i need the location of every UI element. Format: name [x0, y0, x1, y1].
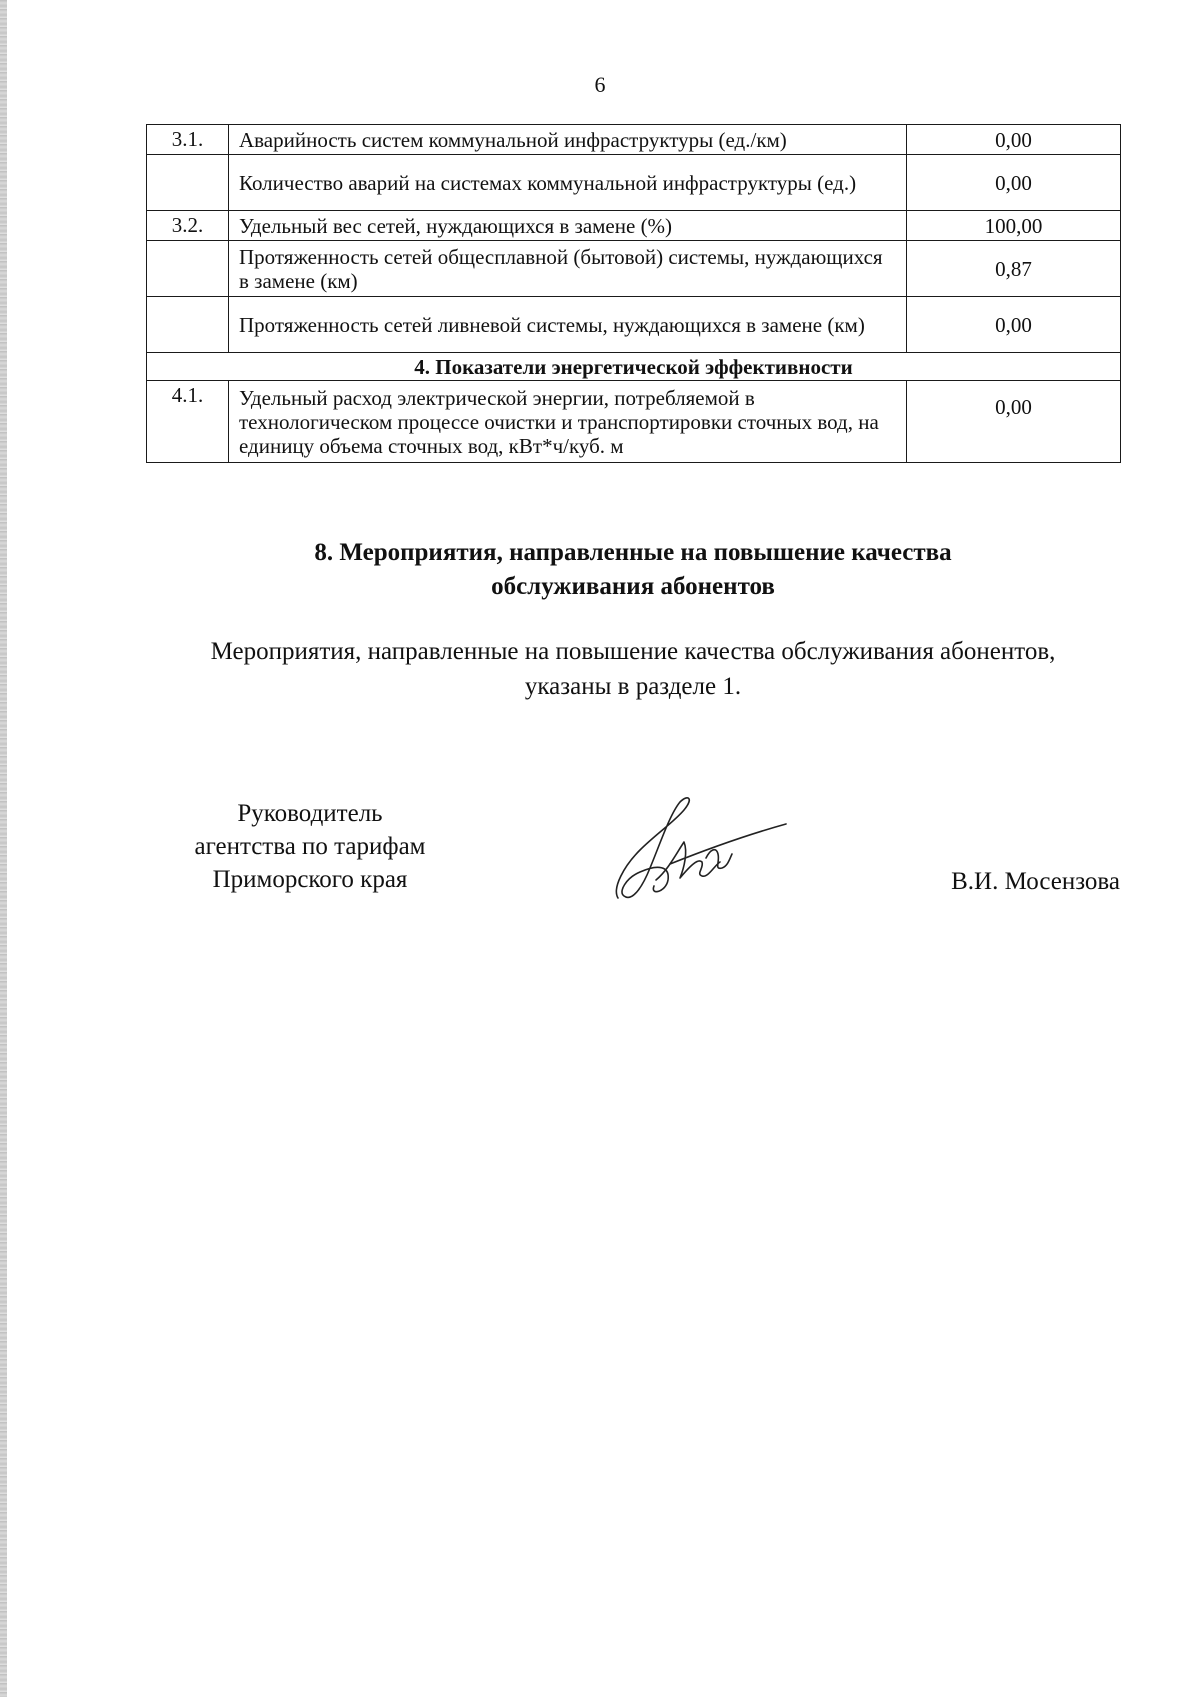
- row-description: Количество аварий на системах коммунальной инфраструктуры (ед.): [229, 155, 907, 211]
- table-row: [147, 297, 1121, 353]
- table-section-row: [147, 353, 1121, 381]
- row-description: Протяженность сетей ливневой системы, нуждающихся в замене (км): [229, 297, 907, 353]
- row-description: Удельный расход электрической энергии, потребляемой в технологическом процессе очистки и транспортировки сточных вод, на единицу объема сточных вод, кВт*ч/куб. м: [229, 381, 907, 463]
- section-heading: [0, 536, 1200, 604]
- row-number: [147, 241, 229, 297]
- row-value: 0,00: [907, 381, 1121, 463]
- signatory-title-line: агентства по тарифам: [194, 833, 426, 860]
- signatory-name: В.И. Мосензова: [951, 868, 1120, 895]
- scan-edge: [0, 0, 7, 1697]
- section-title: 4. Показатели энергетической эффективности: [147, 353, 1121, 381]
- signatory-title-line: Руководитель: [237, 800, 383, 827]
- row-number: [147, 155, 229, 211]
- body-text-line: указаны в разделе 1.: [524, 673, 742, 700]
- row-number: 3.2.: [147, 211, 229, 241]
- signatory-title-line: Приморского края: [212, 866, 408, 893]
- table-row: [147, 381, 1121, 463]
- row-value: 100,00: [907, 211, 1121, 241]
- row-description: Удельный вес сетей, нуждающихся в замене (%): [229, 211, 907, 241]
- row-value: 0,87: [907, 241, 1121, 297]
- row-number: [147, 297, 229, 353]
- table-row: [147, 211, 1121, 241]
- body-text-line: Мероприятия, направленные на повышение качества обслуживания абонентов,: [210, 638, 1056, 665]
- row-description: Протяженность сетей общесплавной (бытовой) системы, нуждающихся в замене (км): [229, 241, 907, 297]
- row-value: 0,00: [907, 125, 1121, 155]
- table-row: [147, 125, 1121, 155]
- row-value: 0,00: [907, 155, 1121, 211]
- row-number: 4.1.: [147, 381, 229, 463]
- signatory-title: [160, 797, 460, 896]
- row-value: 0,00: [907, 297, 1121, 353]
- row-number: 3.1.: [147, 125, 229, 155]
- table-row: [147, 241, 1121, 297]
- table-row: [147, 155, 1121, 211]
- handwritten-signature: [610, 792, 790, 904]
- section-body-text: [140, 634, 1126, 704]
- indicators-table: [146, 124, 1121, 463]
- page-number: 6: [594, 72, 606, 97]
- row-description: Аварийность систем коммунальной инфраструктуры (ед./км): [229, 125, 907, 155]
- section-heading-line: обслуживания абонентов: [491, 573, 775, 600]
- section-heading-line: 8. Мероприятия, направленные на повышение качества: [314, 539, 952, 566]
